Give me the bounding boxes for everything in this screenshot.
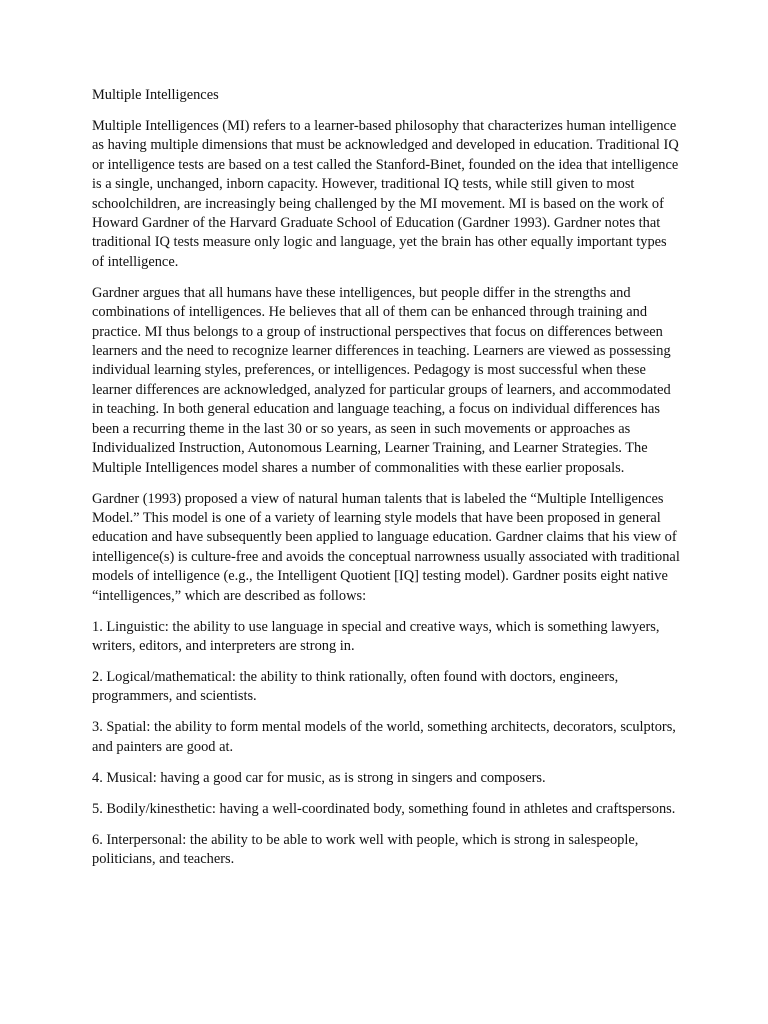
- list-item-interpersonal: 6. Interpersonal: the ability to be able to work well with people, which is strong in salespeople, politicians, and teachers.: [92, 831, 639, 868]
- list-item-bodily: 5. Bodily/kinesthetic: having a well-coordinated body, something found in athletes and craftspersons.: [92, 800, 676, 817]
- paragraph-intro: Multiple Intelligences (MI) refers to a learner-based philosophy that characterizes human intelligence as having multiple dimensions that must be acknowledged and developed in education. Traditional IQ or intelligence tests are based on a test called the Stanford-Binet, founded on the idea that intelligence is a single, unchanged, inborn capacity. However, traditional IQ tests, while still given to most schoolchildren, are increasingly being challenged by the MI movement. MI is based on the work of Howard Gardner of the Harvard Graduate School of Education (Gardner 1993). Gardner notes that traditional IQ tests measure only logic and language, yet the brain has other equally important types of intelligence.: [92, 118, 679, 270]
- paragraph-gardner-argues: Gardner argues that all humans have these intelligences, but people differ in the strengths and combinations of intelligences. He believes that all of them can be enhanced through training and practice. MI thus belongs to a group of instructional perspectives that focus on differences between learners and the need to recognize learner differences in teaching. Learners are viewed as possessing individual learning styles, preferences, or intelligences. Pedagogy is most successful when these learner differences are acknowledged, analyzed for particular groups of learners, and accommodated in teaching. In both general education and language teaching, a focus on individual differences has been a recurring theme in the last 30 or so years, as seen in such movements or approaches as Individualized Instruction, Autonomous Learning, Learner Training, and Learner Strategies. The Multiple Intelligences model shares a number of commonalities with these earlier proposals.: [92, 284, 671, 476]
- list-item-logical: 2. Logical/mathematical: the ability to think rationally, often found with doctors, engineers, programmers, and scientists.: [92, 668, 619, 705]
- document-title: Multiple Intelligences: [92, 87, 219, 103]
- list-item-musical: 4. Musical: having a good car for music, as is strong in singers and composers.: [92, 769, 546, 786]
- list-item-spatial: 3. Spatial: the ability to form mental models of the world, something architects, decorators, sculptors, and painters are good at.: [92, 719, 676, 755]
- document-page: [92, 86, 682, 881]
- list-item-linguistic: 1. Linguistic: the ability to use language in special and creative ways, which is something lawyers, writers, editors, and interpreters are strong in.: [92, 618, 660, 654]
- paragraph-gardner-model: Gardner (1993) proposed a view of natural human talents that is labeled the “Multiple Intelligences Model.” This model is one of a variety of learning style models that have been proposed in general education and have subsequently been applied to language education. Gardner claims that his view of intelligence(s) is culture-free and avoids the conceptual narrowness usually associated with traditional models of intelligence (e.g., the Intelligent Quotient [IQ] testing model). Gardner posits eight native “intelligences,” which are described as follows:: [92, 490, 680, 604]
